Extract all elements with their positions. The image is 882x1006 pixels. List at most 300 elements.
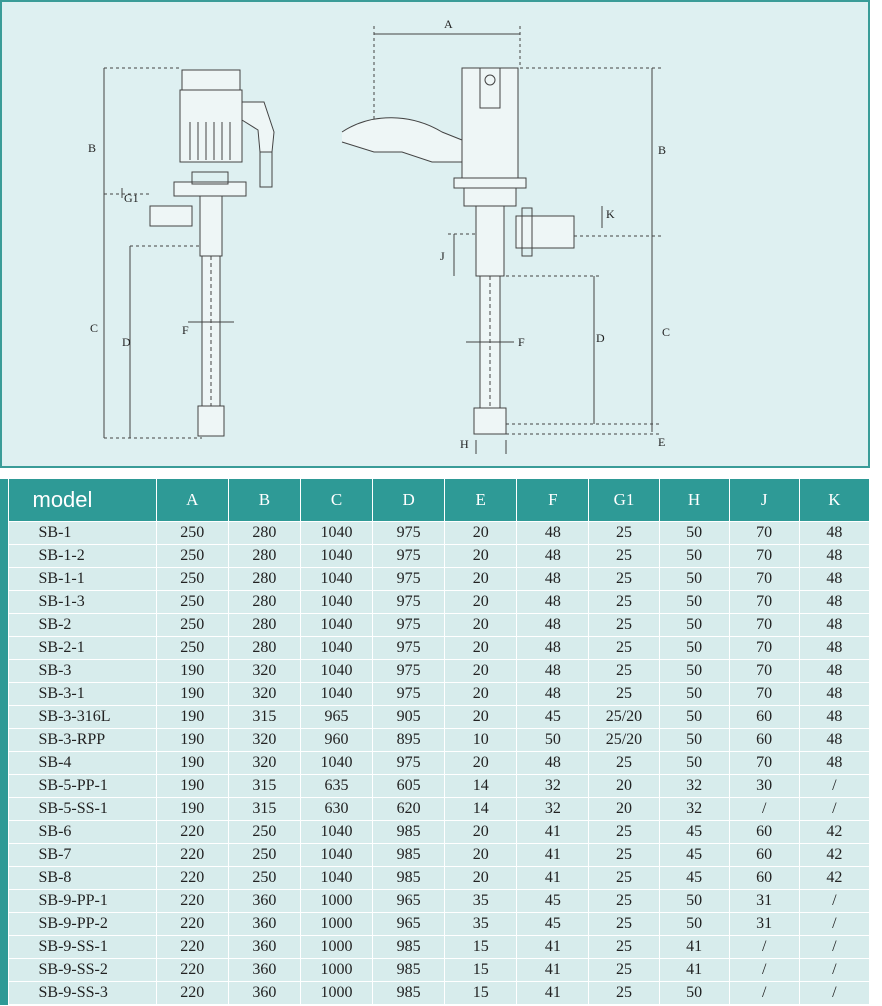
value-cell: 1040	[300, 522, 372, 545]
value-cell: 20	[445, 821, 517, 844]
table-edge	[0, 729, 8, 752]
value-cell: 1040	[300, 568, 372, 591]
table-edge	[0, 913, 8, 936]
value-cell: 25	[589, 683, 659, 706]
value-cell: 48	[517, 522, 589, 545]
pump-dimension-drawing	[0, 0, 870, 468]
value-cell: 25	[589, 936, 659, 959]
table-edge	[0, 706, 8, 729]
value-cell: 10	[445, 729, 517, 752]
value-cell: 25	[589, 982, 659, 1005]
value-cell: /	[799, 798, 869, 821]
value-cell: 70	[729, 591, 799, 614]
model-cell: SB-1	[8, 522, 156, 545]
value-cell: 15	[445, 936, 517, 959]
value-cell: 70	[729, 683, 799, 706]
value-cell: 48	[517, 614, 589, 637]
value-cell: 41	[517, 867, 589, 890]
value-cell: 50	[659, 637, 729, 660]
value-cell: 70	[729, 568, 799, 591]
value-cell: 70	[729, 752, 799, 775]
model-cell: SB-4	[8, 752, 156, 775]
value-cell: 220	[156, 913, 228, 936]
value-cell: 32	[659, 775, 729, 798]
value-cell: 25	[589, 614, 659, 637]
table-row	[0, 729, 870, 752]
value-cell: 320	[228, 729, 300, 752]
left-label-d: D	[122, 335, 131, 349]
value-cell: 50	[659, 913, 729, 936]
table-edge	[0, 683, 8, 706]
value-cell: 50	[659, 545, 729, 568]
value-cell: 48	[799, 729, 869, 752]
model-cell: SB-2	[8, 614, 156, 637]
value-cell: 280	[228, 614, 300, 637]
value-cell: 45	[659, 867, 729, 890]
value-cell: 250	[156, 568, 228, 591]
value-cell: 20	[445, 706, 517, 729]
value-cell: 20	[589, 775, 659, 798]
table-edge	[0, 568, 8, 591]
header-b: B	[228, 479, 300, 522]
value-cell: 20	[445, 683, 517, 706]
value-cell: 50	[659, 890, 729, 913]
value-cell: 45	[517, 706, 589, 729]
value-cell: 220	[156, 821, 228, 844]
value-cell: /	[799, 890, 869, 913]
value-cell: 48	[799, 752, 869, 775]
header-g1: G1	[589, 479, 659, 522]
table-row	[0, 545, 870, 568]
table-edge	[0, 614, 8, 637]
value-cell: 190	[156, 683, 228, 706]
value-cell: 42	[799, 867, 869, 890]
value-cell: 1000	[300, 936, 372, 959]
value-cell: /	[799, 982, 869, 1005]
left-label-c: C	[90, 321, 99, 335]
value-cell: 985	[373, 867, 445, 890]
value-cell: 985	[373, 821, 445, 844]
value-cell: 48	[799, 614, 869, 637]
left-pump-drawing	[104, 68, 274, 438]
value-cell: 280	[228, 545, 300, 568]
value-cell: 605	[373, 775, 445, 798]
value-cell: 360	[228, 913, 300, 936]
value-cell: 32	[517, 775, 589, 798]
table-row	[0, 591, 870, 614]
table-row	[0, 752, 870, 775]
value-cell: 25	[589, 959, 659, 982]
value-cell: 975	[373, 660, 445, 683]
value-cell: 35	[445, 890, 517, 913]
value-cell: 45	[517, 890, 589, 913]
value-cell: 50	[659, 522, 729, 545]
value-cell: 31	[729, 890, 799, 913]
value-cell: 895	[373, 729, 445, 752]
value-cell: 190	[156, 660, 228, 683]
model-cell: SB-1-1	[8, 568, 156, 591]
value-cell: 1040	[300, 660, 372, 683]
value-cell: 975	[373, 683, 445, 706]
value-cell: 48	[799, 683, 869, 706]
value-cell: /	[799, 913, 869, 936]
value-cell: 48	[517, 568, 589, 591]
value-cell: 25	[589, 522, 659, 545]
value-cell: 48	[517, 591, 589, 614]
value-cell: 985	[373, 844, 445, 867]
value-cell: 48	[517, 637, 589, 660]
right-label-e: E	[658, 435, 666, 449]
value-cell: 25	[589, 844, 659, 867]
header-f: F	[517, 479, 589, 522]
right-label-b: B	[658, 143, 667, 157]
value-cell: 190	[156, 706, 228, 729]
value-cell: 50	[659, 614, 729, 637]
value-cell: 48	[517, 683, 589, 706]
model-cell: SB-5-SS-1	[8, 798, 156, 821]
value-cell: 220	[156, 936, 228, 959]
table-edge	[0, 844, 8, 867]
value-cell: 635	[300, 775, 372, 798]
table-row	[0, 637, 870, 660]
value-cell: 1040	[300, 821, 372, 844]
value-cell: 48	[517, 545, 589, 568]
value-cell: 48	[799, 522, 869, 545]
value-cell: 190	[156, 798, 228, 821]
left-label-b: B	[88, 141, 97, 155]
value-cell: 1040	[300, 752, 372, 775]
value-cell: 25	[589, 867, 659, 890]
model-cell: SB-9-SS-3	[8, 982, 156, 1005]
table-edge	[0, 545, 8, 568]
value-cell: 50	[659, 729, 729, 752]
right-label-h: H	[460, 437, 469, 451]
table-edge	[0, 522, 8, 545]
header-h: H	[659, 479, 729, 522]
value-cell: 25	[589, 545, 659, 568]
value-cell: 70	[729, 522, 799, 545]
model-cell: SB-9-PP-2	[8, 913, 156, 936]
value-cell: 50	[659, 706, 729, 729]
value-cell: 975	[373, 752, 445, 775]
value-cell: 60	[729, 867, 799, 890]
value-cell: 220	[156, 867, 228, 890]
value-cell: 960	[300, 729, 372, 752]
table-row	[0, 775, 870, 798]
value-cell: 70	[729, 545, 799, 568]
value-cell: 280	[228, 637, 300, 660]
value-cell: 620	[373, 798, 445, 821]
value-cell: 1040	[300, 844, 372, 867]
value-cell: 50	[659, 752, 729, 775]
table-edge	[0, 959, 8, 982]
value-cell: 1000	[300, 913, 372, 936]
value-cell: 360	[228, 982, 300, 1005]
model-cell: SB-2-1	[8, 637, 156, 660]
value-cell: 220	[156, 890, 228, 913]
value-cell: 20	[445, 591, 517, 614]
model-cell: SB-9-PP-1	[8, 890, 156, 913]
value-cell: /	[799, 959, 869, 982]
value-cell: 45	[659, 844, 729, 867]
value-cell: 965	[373, 913, 445, 936]
table-row	[0, 982, 870, 1005]
value-cell: 25	[589, 637, 659, 660]
table-edge	[0, 479, 8, 522]
table-row	[0, 844, 870, 867]
value-cell: 320	[228, 683, 300, 706]
value-cell: 42	[799, 821, 869, 844]
value-cell: 220	[156, 844, 228, 867]
right-label-d: D	[596, 331, 605, 345]
value-cell: 70	[729, 660, 799, 683]
value-cell: 20	[445, 660, 517, 683]
value-cell: 25	[589, 890, 659, 913]
table-edge	[0, 798, 8, 821]
right-label-j: J	[440, 249, 445, 263]
value-cell: 360	[228, 936, 300, 959]
value-cell: 630	[300, 798, 372, 821]
header-model: model	[8, 479, 156, 522]
table-edge	[0, 591, 8, 614]
value-cell: 360	[228, 959, 300, 982]
value-cell: /	[799, 936, 869, 959]
table-row	[0, 913, 870, 936]
spec-table-body	[0, 522, 870, 1005]
value-cell: /	[729, 959, 799, 982]
value-cell: /	[729, 798, 799, 821]
value-cell: 48	[799, 637, 869, 660]
spec-table	[0, 478, 870, 1005]
value-cell: 48	[517, 660, 589, 683]
value-cell: 25	[589, 913, 659, 936]
table-edge	[0, 637, 8, 660]
value-cell: 250	[156, 591, 228, 614]
value-cell: 50	[659, 568, 729, 591]
value-cell: 190	[156, 729, 228, 752]
value-cell: 965	[300, 706, 372, 729]
table-row	[0, 706, 870, 729]
model-cell: SB-3	[8, 660, 156, 683]
value-cell: 60	[729, 844, 799, 867]
value-cell: 41	[517, 982, 589, 1005]
value-cell: 975	[373, 637, 445, 660]
value-cell: 280	[228, 522, 300, 545]
right-label-f: F	[518, 335, 525, 349]
value-cell: 48	[799, 545, 869, 568]
value-cell: 20	[445, 614, 517, 637]
value-cell: 250	[156, 637, 228, 660]
value-cell: 48	[517, 752, 589, 775]
value-cell: 190	[156, 775, 228, 798]
value-cell: 280	[228, 591, 300, 614]
value-cell: 20	[445, 522, 517, 545]
table-row	[0, 959, 870, 982]
header-j: J	[729, 479, 799, 522]
value-cell: 25	[589, 752, 659, 775]
value-cell: 20	[445, 867, 517, 890]
model-cell: SB-3-316L	[8, 706, 156, 729]
value-cell: 360	[228, 890, 300, 913]
table-edge	[0, 867, 8, 890]
value-cell: 975	[373, 568, 445, 591]
value-cell: 35	[445, 913, 517, 936]
table-row	[0, 798, 870, 821]
value-cell: 25	[589, 660, 659, 683]
model-cell: SB-5-PP-1	[8, 775, 156, 798]
value-cell: 20	[445, 752, 517, 775]
value-cell: 41	[517, 936, 589, 959]
model-cell: SB-9-SS-2	[8, 959, 156, 982]
value-cell: 315	[228, 706, 300, 729]
value-cell: 50	[659, 683, 729, 706]
value-cell: 45	[517, 913, 589, 936]
value-cell: 15	[445, 959, 517, 982]
value-cell: 41	[517, 959, 589, 982]
table-row	[0, 821, 870, 844]
value-cell: 20	[445, 545, 517, 568]
value-cell: 41	[517, 844, 589, 867]
value-cell: 250	[228, 821, 300, 844]
value-cell: 975	[373, 591, 445, 614]
value-cell: 60	[729, 821, 799, 844]
value-cell: 60	[729, 729, 799, 752]
value-cell: 41	[659, 936, 729, 959]
value-cell: 50	[659, 591, 729, 614]
value-cell: 250	[156, 614, 228, 637]
table-row	[0, 867, 870, 890]
model-cell: SB-3-1	[8, 683, 156, 706]
value-cell: 320	[228, 752, 300, 775]
model-cell: SB-6	[8, 821, 156, 844]
value-cell: 985	[373, 982, 445, 1005]
value-cell: 965	[373, 890, 445, 913]
value-cell: 48	[799, 706, 869, 729]
left-label-g1: G1	[124, 191, 139, 205]
value-cell: 41	[659, 959, 729, 982]
value-cell: 50	[659, 660, 729, 683]
header-c: C	[300, 479, 372, 522]
value-cell: 905	[373, 706, 445, 729]
value-cell: 1040	[300, 614, 372, 637]
value-cell: /	[729, 982, 799, 1005]
value-cell: 14	[445, 798, 517, 821]
value-cell: 14	[445, 775, 517, 798]
value-cell: 32	[517, 798, 589, 821]
right-pump-drawing	[342, 26, 662, 454]
value-cell: 25/20	[589, 706, 659, 729]
table-edge	[0, 982, 8, 1005]
value-cell: 975	[373, 614, 445, 637]
value-cell: 975	[373, 545, 445, 568]
model-cell: SB-9-SS-1	[8, 936, 156, 959]
value-cell: 1040	[300, 545, 372, 568]
table-row	[0, 683, 870, 706]
value-cell: /	[729, 936, 799, 959]
value-cell: 48	[799, 591, 869, 614]
value-cell: 48	[799, 568, 869, 591]
value-cell: /	[799, 775, 869, 798]
value-cell: 41	[517, 821, 589, 844]
value-cell: 25	[589, 591, 659, 614]
table-edge	[0, 821, 8, 844]
value-cell: 70	[729, 614, 799, 637]
table-edge	[0, 752, 8, 775]
table-edge	[0, 775, 8, 798]
value-cell: 50	[659, 982, 729, 1005]
spec-header-row	[0, 479, 870, 522]
model-cell: SB-8	[8, 867, 156, 890]
header-e: E	[445, 479, 517, 522]
right-label-k: K	[606, 207, 615, 221]
value-cell: 250	[156, 522, 228, 545]
value-cell: 985	[373, 959, 445, 982]
value-cell: 60	[729, 706, 799, 729]
table-row	[0, 936, 870, 959]
value-cell: 220	[156, 982, 228, 1005]
value-cell: 315	[228, 775, 300, 798]
value-cell: 1040	[300, 683, 372, 706]
model-cell: SB-3-RPP	[8, 729, 156, 752]
value-cell: 280	[228, 568, 300, 591]
value-cell: 1000	[300, 959, 372, 982]
value-cell: 20	[589, 798, 659, 821]
value-cell: 1000	[300, 890, 372, 913]
value-cell: 25	[589, 821, 659, 844]
model-cell: SB-7	[8, 844, 156, 867]
value-cell: 30	[729, 775, 799, 798]
value-cell: 45	[659, 821, 729, 844]
value-cell: 20	[445, 637, 517, 660]
header-k: K	[799, 479, 869, 522]
value-cell: 15	[445, 982, 517, 1005]
left-label-f: F	[182, 323, 189, 337]
table-row	[0, 568, 870, 591]
value-cell: 985	[373, 936, 445, 959]
value-cell: 70	[729, 637, 799, 660]
right-label-c: C	[662, 325, 671, 339]
value-cell: 20	[445, 844, 517, 867]
table-edge	[0, 936, 8, 959]
pump-diagram-svg	[2, 2, 872, 470]
table-row	[0, 522, 870, 545]
value-cell: 50	[517, 729, 589, 752]
value-cell: 1000	[300, 982, 372, 1005]
value-cell: 25/20	[589, 729, 659, 752]
value-cell: 25	[589, 568, 659, 591]
table-row	[0, 890, 870, 913]
value-cell: 1040	[300, 591, 372, 614]
model-cell: SB-1-3	[8, 591, 156, 614]
value-cell: 31	[729, 913, 799, 936]
value-cell: 190	[156, 752, 228, 775]
value-cell: 32	[659, 798, 729, 821]
table-edge	[0, 660, 8, 683]
value-cell: 1040	[300, 637, 372, 660]
table-edge	[0, 890, 8, 913]
right-label-a: A	[444, 17, 453, 31]
value-cell: 315	[228, 798, 300, 821]
value-cell: 42	[799, 844, 869, 867]
model-cell: SB-1-2	[8, 545, 156, 568]
table-row	[0, 660, 870, 683]
value-cell: 250	[156, 545, 228, 568]
header-a: A	[156, 479, 228, 522]
value-cell: 975	[373, 522, 445, 545]
value-cell: 1040	[300, 867, 372, 890]
value-cell: 48	[799, 660, 869, 683]
value-cell: 250	[228, 844, 300, 867]
